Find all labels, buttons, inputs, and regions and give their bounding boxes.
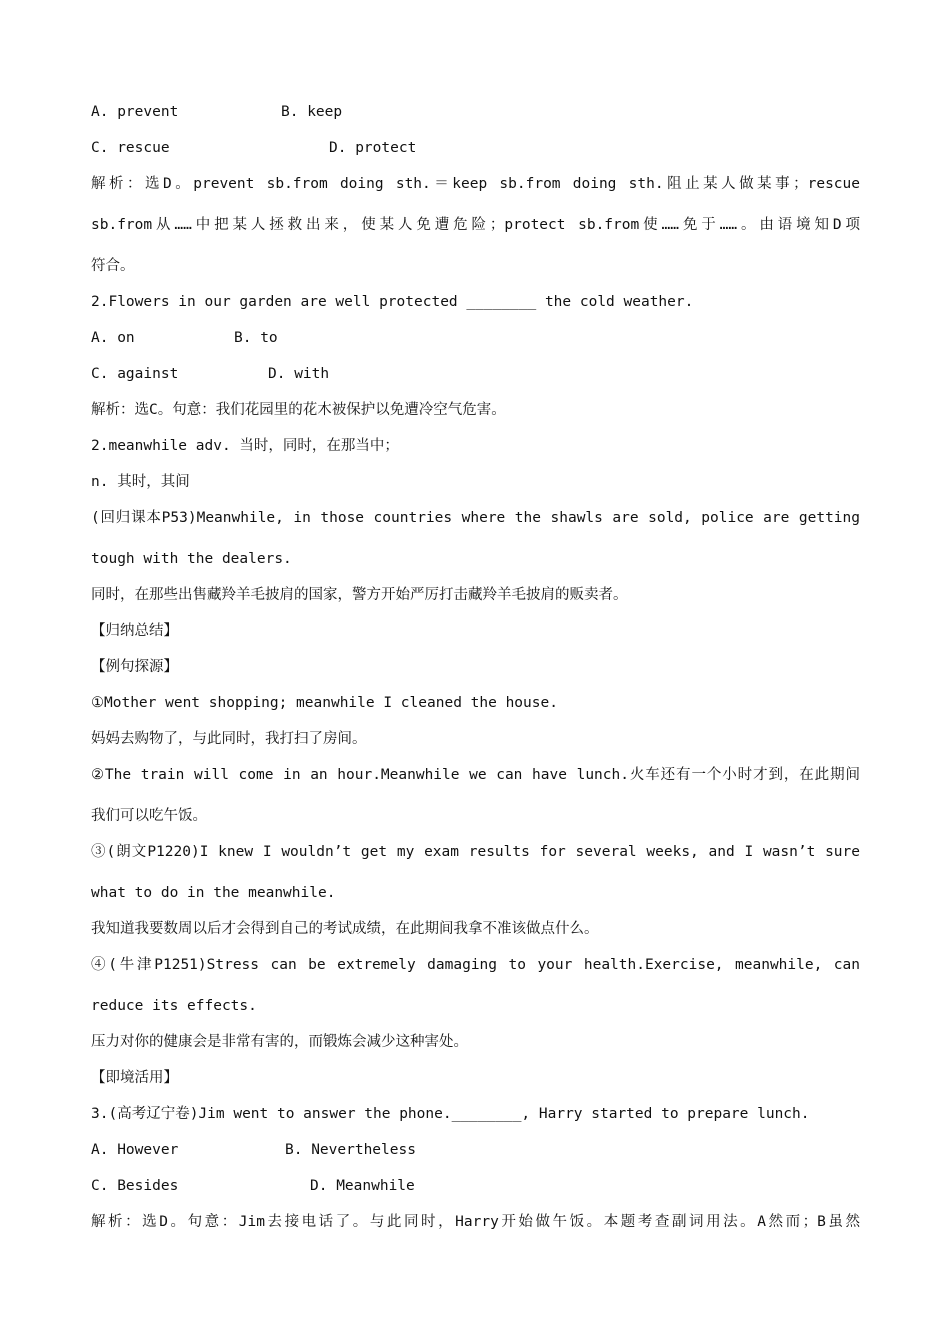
- option-label: D. with: [268, 366, 330, 382]
- option-label: A. However: [91, 1142, 179, 1158]
- text-line: 【即境活用】: [91, 1070, 178, 1086]
- option-label: D. Meanwhile: [310, 1178, 415, 1194]
- text-line: ③(朗文P1220)I knew I wouldn’t get my exam results for several weeks, and I wasn’t sure: [91, 844, 860, 860]
- text-line: 我们可以吃午饭。: [91, 808, 207, 824]
- text-line: ②The train will come in an hour.Meanwhile we can have lunch.火车还有一个小时才到，在此期间: [91, 767, 860, 783]
- option-label: B. keep: [281, 104, 343, 120]
- text-line: [91, 102, 860, 122]
- text-line: ④(牛津P1251)Stress can be extremely damaging to your health.Exercise, meanwhile, can: [91, 957, 860, 973]
- text-line: 妈妈去购物了，与此同时，我打扫了房间。: [91, 731, 367, 747]
- text-line: 符合。: [91, 258, 135, 274]
- option-label: C. Besides: [91, 1178, 179, 1194]
- text-line: (回归课本P53)Meanwhile, in those countries where the shawls are sold, police are getting: [91, 510, 860, 526]
- option-label: B. to: [234, 330, 278, 346]
- option-label: C. rescue: [91, 140, 170, 156]
- text-line: 【归纳总结】: [91, 623, 178, 639]
- text-line: sb.from从……中把某人拯救出来，使某人免遭危险；protect sb.from使……免于……。由语境知D项: [91, 217, 860, 233]
- text-line: what to do in the meanwhile.: [91, 885, 336, 901]
- option-label: C. against: [91, 366, 179, 382]
- text-line: n. 其时，其间: [91, 474, 190, 490]
- option-label: A. prevent: [91, 104, 179, 120]
- text-line: 解析：选D。prevent sb.from doing sth.＝keep sb.from doing sth.阻止某人做某事；rescue: [91, 176, 860, 192]
- text-line: tough with the dealers.: [91, 551, 292, 567]
- text-line: 解析：选C。句意：我们花园里的花木被保护以免遭冷空气危害。: [91, 402, 506, 418]
- text-line: [91, 138, 860, 158]
- text-line: reduce its effects.: [91, 998, 257, 1014]
- text-line: [91, 1176, 860, 1196]
- text-line: 解析：选D。句意：Jim去接电话了。与此同时，Harry开始做午饭。本题考查副词用法。A然而；B虽然: [91, 1214, 860, 1230]
- text-line: 2.meanwhile adv. 当时，同时，在那当中；: [91, 438, 399, 454]
- text-line: 我知道我要数周以后才会得到自己的考试成绩，在此期间我拿不准该做点什么。: [91, 921, 599, 937]
- text-line: [91, 364, 860, 384]
- option-label: B. Nevertheless: [285, 1142, 416, 1158]
- option-label: A. on: [91, 330, 135, 346]
- text-line: [91, 1140, 860, 1160]
- text-line: 3.(高考辽宁卷)Jim went to answer the phone.________, Harry started to prepare lunch.: [91, 1106, 810, 1122]
- text-line: 压力对你的健康会是非常有害的，而锻炼会减少这种害处。: [91, 1034, 468, 1050]
- text-line: 2.Flowers in our garden are well protected ________ the cold weather.: [91, 294, 694, 310]
- text-line: ①Mother went shopping; meanwhile I cleaned the house.: [91, 695, 558, 711]
- option-label: D. protect: [329, 140, 417, 156]
- text-line: 【例句探源】: [91, 659, 178, 675]
- text-line: 同时，在那些出售藏羚羊毛披肩的国家，警方开始严厉打击藏羚羊毛披肩的贩卖者。: [91, 587, 628, 603]
- text-line: [91, 328, 860, 348]
